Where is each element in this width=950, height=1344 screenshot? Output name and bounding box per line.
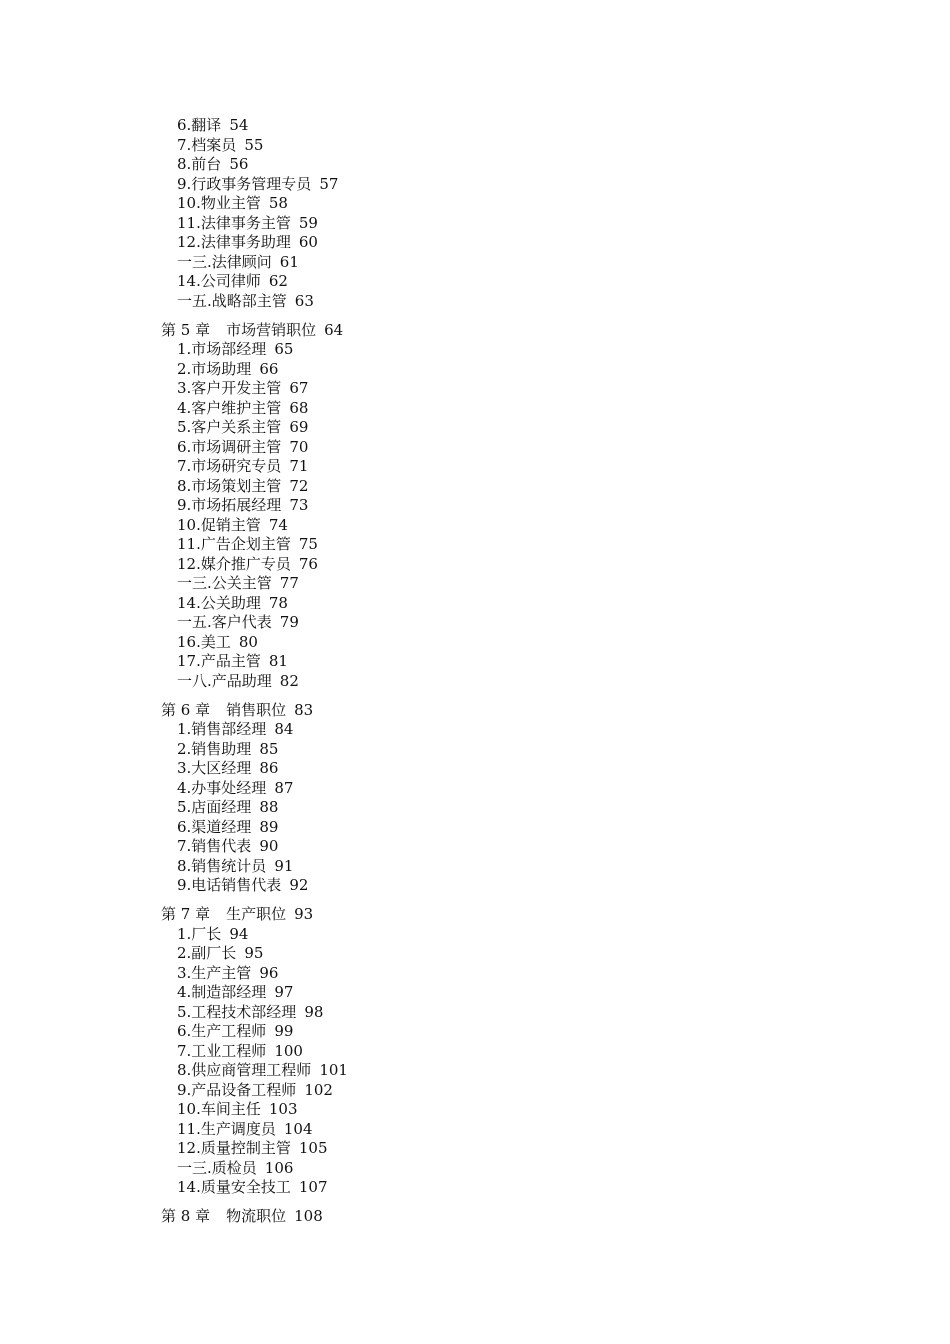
toc-entry xyxy=(161,292,861,312)
entry-label: 5.工程技术部经理 xyxy=(177,1002,297,1021)
page-number: 84 xyxy=(274,720,294,738)
toc-entry xyxy=(161,857,861,877)
page-number: 92 xyxy=(289,876,309,894)
toc-entry xyxy=(161,1139,861,1159)
entry-label: 9.电话销售代表 xyxy=(177,876,282,894)
toc-entry xyxy=(161,116,861,136)
entry-label: 9.产品设备工程师 xyxy=(177,1080,297,1099)
page-number: 108 xyxy=(294,1207,323,1225)
entry-label: 9.市场拓展经理 xyxy=(177,496,282,514)
toc-chapter-heading xyxy=(161,905,861,925)
entry-label: 一三.公关主管 xyxy=(177,574,272,592)
toc-entry xyxy=(161,555,861,575)
toc-entry xyxy=(161,214,861,234)
toc-entry xyxy=(161,233,861,253)
entry-label: 14.公关助理 xyxy=(177,593,261,612)
page-number: 78 xyxy=(268,593,288,612)
toc-entry xyxy=(161,496,861,516)
entry-label: 2.销售助理 xyxy=(177,739,252,758)
chapter-number: 第 5 章 xyxy=(161,320,211,339)
toc-chapter-heading xyxy=(161,321,861,341)
entry-label: 7.档案员 xyxy=(177,135,237,154)
chapter-number: 第 8 章 xyxy=(161,1207,211,1225)
page-number: 81 xyxy=(268,652,288,670)
page-number: 77 xyxy=(279,574,299,592)
toc-entry xyxy=(161,876,861,896)
entry-label: 14.质量安全技工 xyxy=(177,1178,291,1196)
entry-label: 2.市场助理 xyxy=(177,359,252,378)
page-number: 87 xyxy=(274,778,294,797)
entry-label: 8.供应商管理工程师 xyxy=(177,1061,312,1079)
toc-entry xyxy=(161,438,861,458)
toc-entry xyxy=(161,1100,861,1120)
entry-label: 5.客户关系主管 xyxy=(177,418,282,436)
entry-label: 8.销售统计员 xyxy=(177,856,267,875)
page-number: 64 xyxy=(324,320,344,339)
toc-chapter-heading xyxy=(161,701,861,721)
page-number: 94 xyxy=(229,924,249,943)
table-of-contents xyxy=(161,116,861,1227)
page-number: 93 xyxy=(294,905,314,923)
page-number: 70 xyxy=(289,437,309,456)
entry-label: 12.法律事务助理 xyxy=(177,233,291,251)
page-number: 60 xyxy=(298,233,318,251)
toc-entry xyxy=(161,779,861,799)
entry-label: 一五.战略部主管 xyxy=(177,291,287,310)
toc-entry xyxy=(161,740,861,760)
chapter-number: 第 6 章 xyxy=(161,700,211,719)
toc-entry xyxy=(161,477,861,497)
page-number: 79 xyxy=(279,613,299,631)
toc-entry xyxy=(161,379,861,399)
entry-label: 11.法律事务主管 xyxy=(177,213,291,232)
chapter-number: 第 7 章 xyxy=(161,905,211,923)
page-number: 54 xyxy=(229,116,249,134)
toc-entry xyxy=(161,983,861,1003)
page-number: 101 xyxy=(319,1061,348,1079)
page-number: 95 xyxy=(244,944,264,962)
page-number: 96 xyxy=(259,963,279,982)
toc-entry xyxy=(161,964,861,984)
toc-entry xyxy=(161,1081,861,1101)
page-number: 86 xyxy=(259,759,279,777)
toc-entry xyxy=(161,399,861,419)
toc-chapter-heading xyxy=(161,1207,861,1227)
toc-entry xyxy=(161,155,861,175)
page-number: 76 xyxy=(298,554,318,573)
page-number: 56 xyxy=(229,155,249,173)
page-number: 106 xyxy=(264,1158,294,1177)
entry-label: 4.制造部经理 xyxy=(177,983,267,1001)
chapter-title: 生产职位 xyxy=(226,905,287,923)
toc-entry xyxy=(161,253,861,273)
toc-entry xyxy=(161,194,861,214)
toc-entry xyxy=(161,175,861,195)
entry-label: 7.工业工程师 xyxy=(177,1041,267,1060)
entry-label: 10.促销主管 xyxy=(177,515,261,534)
toc-entry xyxy=(161,925,861,945)
page-number: 107 xyxy=(298,1178,328,1196)
toc-entry xyxy=(161,798,861,818)
toc-entry xyxy=(161,944,861,964)
toc-entry xyxy=(161,1042,861,1062)
page-number: 71 xyxy=(289,457,309,475)
toc-entry xyxy=(161,1061,861,1081)
toc-entry xyxy=(161,633,861,653)
entry-label: 5.店面经理 xyxy=(177,798,252,816)
entry-label: 1.市场部经理 xyxy=(177,340,267,358)
entry-label: 6.市场调研主管 xyxy=(177,437,282,456)
toc-entry xyxy=(161,272,861,292)
chapter-title: 销售职位 xyxy=(226,700,287,719)
entry-label: 4.客户维护主管 xyxy=(177,398,282,417)
entry-label: 1.销售部经理 xyxy=(177,720,267,738)
chapter-title: 市场营销职位 xyxy=(226,320,317,339)
entry-label: 12.媒介推广专员 xyxy=(177,554,291,573)
page-number: 66 xyxy=(259,359,279,378)
page-number: 61 xyxy=(279,252,299,271)
page-number: 98 xyxy=(304,1002,324,1021)
page-number: 103 xyxy=(268,1100,298,1118)
entry-label: 6.生产工程师 xyxy=(177,1022,267,1040)
page-number: 74 xyxy=(268,515,288,534)
entry-label: 一五.客户代表 xyxy=(177,613,272,631)
entry-label: 6.翻译 xyxy=(177,116,222,134)
page-number: 82 xyxy=(279,671,299,690)
toc-entry xyxy=(161,1120,861,1140)
page-number: 59 xyxy=(298,213,318,232)
page-number: 89 xyxy=(259,817,279,836)
page-number: 99 xyxy=(274,1022,294,1040)
entry-label: 一八.产品助理 xyxy=(177,671,272,690)
toc-entry xyxy=(161,613,861,633)
page-number: 67 xyxy=(289,379,309,397)
entry-label: 16.美工 xyxy=(177,632,231,651)
entry-label: 11.广告企划主管 xyxy=(177,535,291,553)
entry-label: 2.副厂长 xyxy=(177,944,237,962)
entry-label: 4.办事处经理 xyxy=(177,778,267,797)
entry-label: 3.生产主管 xyxy=(177,963,252,982)
page-number: 80 xyxy=(238,632,258,651)
toc-entry xyxy=(161,594,861,614)
page-number: 75 xyxy=(298,535,318,553)
entry-label: 6.渠道经理 xyxy=(177,817,252,836)
page-number: 100 xyxy=(274,1041,303,1060)
toc-entry xyxy=(161,516,861,536)
page-number: 91 xyxy=(274,856,294,875)
entry-label: 1.厂长 xyxy=(177,924,222,943)
toc-entry xyxy=(161,818,861,838)
entry-label: 8.市场策划主管 xyxy=(177,476,282,495)
page-number: 88 xyxy=(259,798,279,816)
entry-label: 8.前台 xyxy=(177,155,222,173)
entry-label: 12.质量控制主管 xyxy=(177,1139,291,1157)
page-number: 58 xyxy=(268,194,288,212)
entry-label: 7.市场研究专员 xyxy=(177,457,282,475)
toc-entry xyxy=(161,574,861,594)
entry-label: 一三.质检员 xyxy=(177,1158,257,1177)
page-number: 104 xyxy=(283,1119,313,1138)
entry-label: 14.公司律师 xyxy=(177,272,261,290)
entry-label: 7.销售代表 xyxy=(177,837,252,855)
page-number: 69 xyxy=(289,418,309,436)
toc-entry xyxy=(161,759,861,779)
toc-entry xyxy=(161,652,861,672)
page-number: 102 xyxy=(304,1080,333,1099)
entry-label: 11.生产调度员 xyxy=(177,1119,276,1138)
toc-entry xyxy=(161,535,861,555)
toc-entry xyxy=(161,1022,861,1042)
page-number: 62 xyxy=(268,272,288,290)
toc-entry xyxy=(161,457,861,477)
page-number: 65 xyxy=(274,340,294,358)
page-number: 73 xyxy=(289,496,309,514)
entry-label: 17.产品主管 xyxy=(177,652,261,670)
entry-label: 3.大区经理 xyxy=(177,759,252,777)
page-number: 83 xyxy=(294,700,314,719)
page-number: 85 xyxy=(259,739,279,758)
page-number: 72 xyxy=(289,476,309,495)
chapter-title: 物流职位 xyxy=(226,1207,287,1225)
toc-entry xyxy=(161,1003,861,1023)
entry-label: 一三.法律顾问 xyxy=(177,252,272,271)
toc-entry xyxy=(161,672,861,692)
toc-entry xyxy=(161,418,861,438)
page-number: 90 xyxy=(259,837,279,855)
page-number: 57 xyxy=(319,174,339,193)
page-number: 63 xyxy=(294,291,314,310)
toc-entry xyxy=(161,1159,861,1179)
entry-label: 10.车间主任 xyxy=(177,1100,261,1118)
page-number: 105 xyxy=(298,1139,328,1157)
page-number: 97 xyxy=(274,983,294,1001)
toc-entry xyxy=(161,837,861,857)
page-number: 68 xyxy=(289,398,309,417)
entry-label: 3.客户开发主管 xyxy=(177,379,282,397)
toc-entry xyxy=(161,340,861,360)
entry-label: 10.物业主管 xyxy=(177,194,261,212)
toc-entry xyxy=(161,360,861,380)
entry-label: 9.行政事务管理专员 xyxy=(177,174,312,193)
page-number: 55 xyxy=(244,135,264,154)
toc-entry xyxy=(161,1178,861,1198)
toc-entry xyxy=(161,720,861,740)
toc-entry xyxy=(161,136,861,156)
